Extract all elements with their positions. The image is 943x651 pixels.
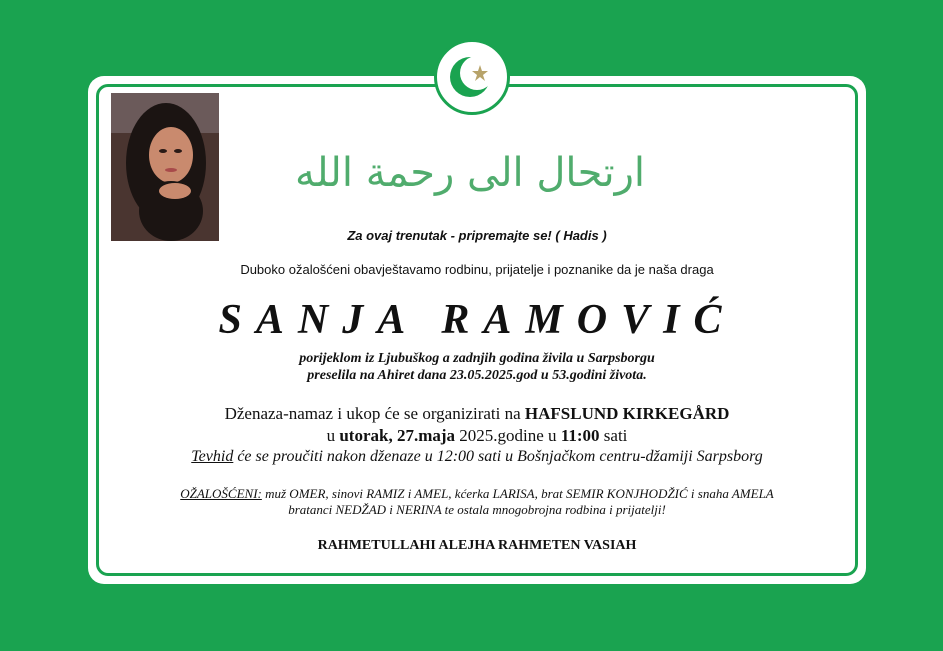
deceased-name: SANJA RAMOVIĆ [218,297,736,343]
funeral-line-2-prefix: u [326,426,340,445]
funeral-line-2-suffix: sati [599,426,628,445]
funeral-line-1-text: Dženaza-namaz i ukop će se organizirati na [224,404,525,423]
tevhid-text: će se proučiti nakon dženaze u 12:00 sati u Bošnjačkom centru-džamiji Sarpsborg [233,448,763,465]
tevhid-line [88,448,866,466]
origin-block [88,350,866,384]
arabic-calligraphy [294,124,646,216]
mourners-line-2: bratanci NEDŽAD i NERINA te ostala mnogobrojna rodbina i prijatelji! [288,502,666,517]
closing-prayer: RAHMETULLAHI ALEJHA RAHMETEN VASIAH [317,538,637,553]
origin-line-2: preselila na Ahiret dana 23.05.2025.god u 53.godini života. [307,368,647,383]
crescent-star-icon [434,39,510,115]
tevhid-word: Tevhid [191,448,234,465]
origin-line-1: porijeklom iz Ljubuškog a zadnjih godina živila u Sarpsborgu [299,351,655,366]
funeral-day: utorak, 27.maja [339,426,456,445]
mourners-line-1: muž OMER, sinovi RAMIZ i AMEL, kćerka LARISA, brat SEMIR KONJHODŽIĆ i snaha AMELA [261,486,774,501]
mourners-block [88,486,866,518]
cemetery-name: HAFSLUND KIRKEGÅRD [524,404,730,423]
portrait-photo [111,93,219,241]
intro-text: Duboko ožalošćeni obavještavamo rodbinu, prijatelje i poznanike da je naša draga [240,262,714,277]
funeral-line-2-mid: 2025.godine u [455,426,561,445]
hadis-quote: Za ovaj trenutak - pripremajte se! ( Hadis ) [347,228,607,243]
funeral-line-2 [88,426,866,446]
funeral-time: 11:00 [560,426,600,445]
mourners-label: OŽALOŠĆENI: [180,486,262,501]
calligraphy-text: ارتحال الى رحمة الله [294,150,646,196]
funeral-line-1 [88,404,866,424]
